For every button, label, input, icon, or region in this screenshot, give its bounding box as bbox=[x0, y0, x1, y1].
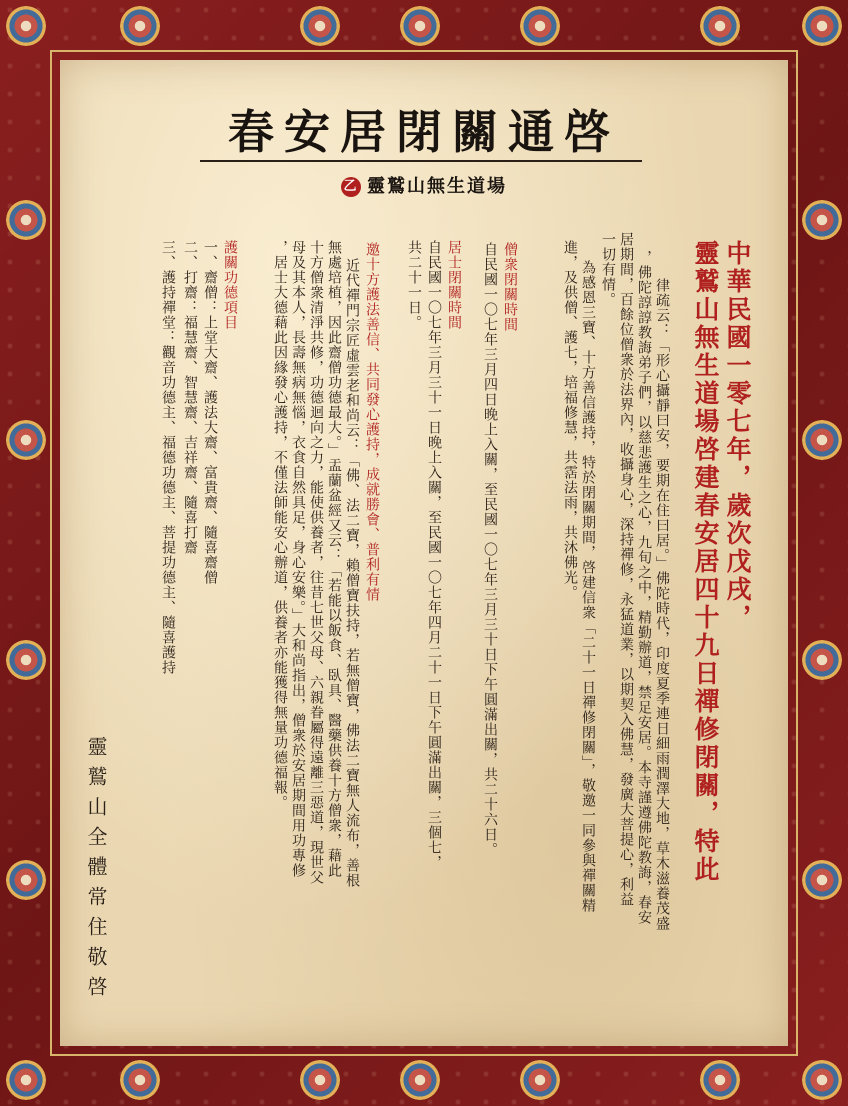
lay-line: 共二十一日。 bbox=[406, 240, 422, 330]
flower-ornament-icon bbox=[6, 200, 46, 240]
donation-line: 近代禪門宗匠虛雲老和尚云：「佛、法二寶，賴僧寶扶持，若無僧寶，佛法二寶無人流布，善根 bbox=[344, 258, 360, 888]
flower-ornament-icon bbox=[300, 6, 340, 46]
flower-ornament-icon bbox=[700, 6, 740, 46]
intro-line: 居期間，百餘位僧衆於法界內，收攝身心，深持禪修，永猛道業，以期契入佛慧，發廣大菩提心，利益 bbox=[618, 232, 634, 907]
merit-line: 一、齋僧：上堂大齋、護法大齋、富貴齋、隨喜齋僧 bbox=[202, 240, 218, 585]
page-title: 春安居閉關通啓 bbox=[228, 105, 620, 159]
lay-line: 自民國一〇七年三月三十一日晚上入關，至民國一〇七年四月二十一日下午圓滿出關，三個七， bbox=[426, 240, 442, 870]
title-divider bbox=[200, 160, 642, 162]
lay-heading: 居士閉關時間 bbox=[446, 240, 462, 330]
intro-line: 一切有情。 bbox=[600, 232, 616, 307]
intro-line: ，佛陀諄諄教誨弟子們，以慈悲護生之心，九旬之中，精勤辦道，禁足安居。本寺謹遵佛陀教誨，春安 bbox=[636, 250, 652, 925]
signature-closing: 敬啓 bbox=[84, 946, 108, 1006]
flower-ornament-icon bbox=[700, 1060, 740, 1100]
merit-line: 二、打齋：福慧齋、智慧齋、吉祥齋、隨喜打齋 bbox=[182, 240, 198, 555]
flower-ornament-icon bbox=[120, 1060, 160, 1100]
heading-line-1: 中華民國一零七年，歲次戊戌， bbox=[723, 240, 752, 632]
flower-ornament-icon bbox=[802, 640, 842, 680]
flower-ornament-icon bbox=[120, 6, 160, 46]
flower-ornament-icon bbox=[6, 860, 46, 900]
flower-ornament-icon bbox=[520, 1060, 560, 1100]
signature-org: 靈鷲山全體常住 bbox=[84, 736, 108, 946]
donation-heading: 邀十方護法善信、共同發心護持，成就勝會、普利有情 bbox=[364, 242, 380, 602]
flower-ornament-icon bbox=[802, 6, 842, 46]
flower-ornament-icon bbox=[6, 420, 46, 460]
heading-line-2: 靈鷲山無生道場啓建春安居四十九日禪修閉關，特此 bbox=[691, 240, 720, 884]
flower-ornament-icon bbox=[802, 1060, 842, 1100]
flower-ornament-icon bbox=[802, 420, 842, 460]
donation-line: 十方僧衆清淨共修，功德迴向之力，能使供養者，往昔七世父母、六親眷屬得遠離三惡道，現世父 bbox=[308, 240, 324, 885]
donation-line: ，居士大德藉此因緣發心護持，不僅法師能安心辦道，供養者亦能獲得無量功德福報。 bbox=[272, 240, 288, 810]
parchment-panel bbox=[60, 60, 788, 1046]
flower-ornament-icon bbox=[400, 6, 440, 46]
donation-line: 無處培植，因此齋僧功德最大。」盂蘭盆經又云：「若能以飯食、臥具、醫藥供養十方僧衆，藉此 bbox=[326, 240, 342, 878]
intro-line: 為感恩三寶、十方善信護持，特於閉關期間，啓建信衆「二十一日禪修閉關」，敬邀一同參與禪關精 bbox=[580, 260, 596, 913]
flower-ornament-icon bbox=[400, 1060, 440, 1100]
flower-ornament-icon bbox=[300, 1060, 340, 1100]
intro-line: 進，及供僧、護七，培福修慧，共霑法雨，共沐佛光。 bbox=[562, 240, 578, 600]
donation-line: 母及其本人，長壽無病無惱，衣食自然具足，身心安樂。」大和尚指出，僧衆於安居期間用功專修 bbox=[290, 240, 306, 878]
flower-ornament-icon bbox=[802, 860, 842, 900]
seal-icon: 乙 bbox=[341, 177, 361, 197]
monastic-line: 自民國一〇七年三月四日晚上入關，至民國一〇七年三月三十日下午圓滿出關，共二十六日。 bbox=[482, 242, 498, 857]
flower-ornament-icon bbox=[520, 6, 560, 46]
flower-ornament-icon bbox=[6, 640, 46, 680]
monastic-heading: 僧衆閉關時間 bbox=[502, 242, 518, 332]
flower-ornament-icon bbox=[6, 6, 46, 46]
flower-ornament-icon bbox=[6, 1060, 46, 1100]
subtitle bbox=[60, 172, 788, 198]
intro-line: 律疏云：「形心攝靜曰安，要期在住曰居。」佛陀時代，印度夏季連日細雨潤澤大地，草木滋養茂盛 bbox=[654, 278, 670, 931]
merit-line: 三、護持禪堂：觀音功德主、福德功德主、菩提功德主、隨喜護持 bbox=[160, 240, 176, 675]
merit-heading: 護關功德項目 bbox=[222, 240, 238, 330]
subtitle-text: 靈鷲山無生道場 bbox=[367, 176, 507, 197]
flower-ornament-icon bbox=[802, 200, 842, 240]
